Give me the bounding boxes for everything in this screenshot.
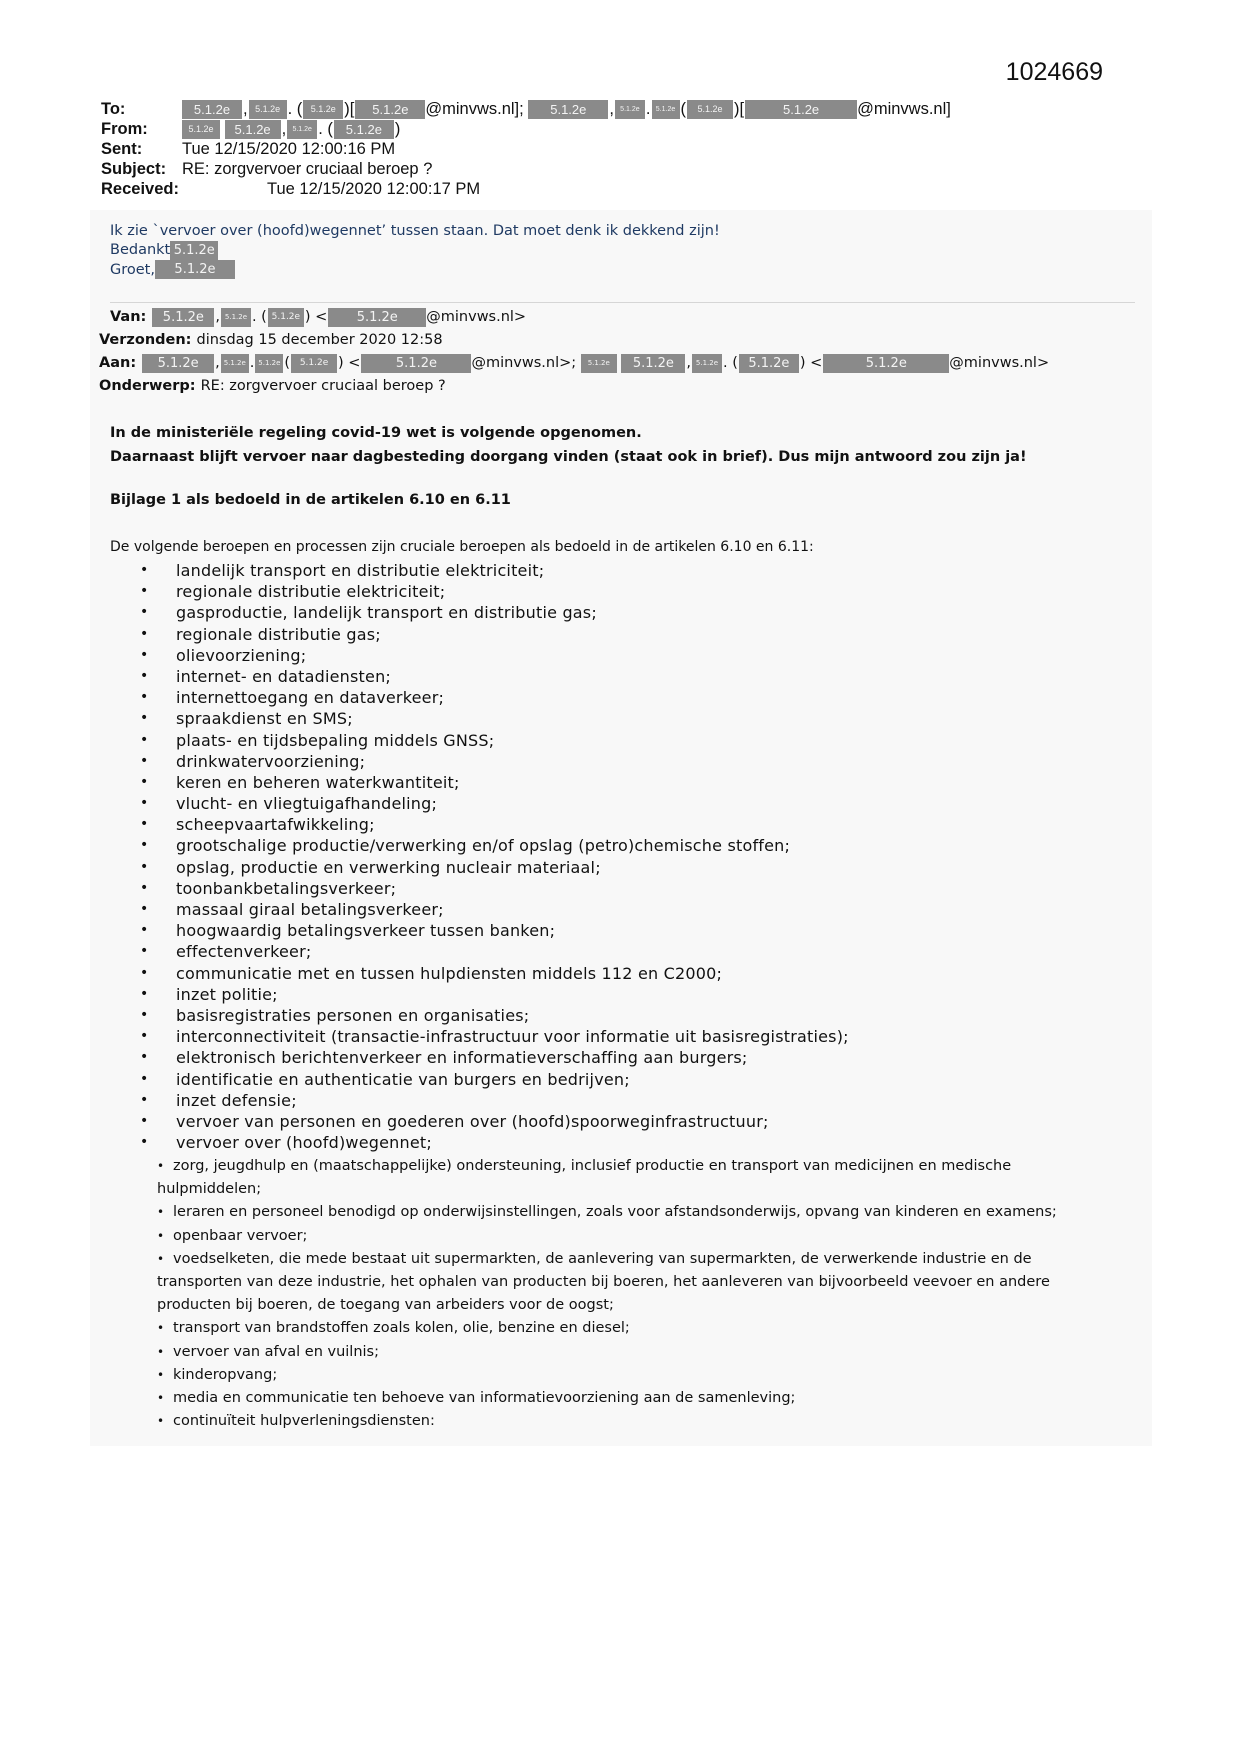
list-item xyxy=(140,814,849,835)
list-item xyxy=(140,920,849,941)
redaction: 5.1.2e xyxy=(249,100,287,119)
list-item-text: toonbankbetalingsverkeer; xyxy=(176,878,397,898)
bullet-icon: • xyxy=(157,1391,165,1406)
reply-thanks: Bedankt xyxy=(110,242,171,259)
onderwerp-row xyxy=(99,375,1159,398)
sent-value: Tue 12/15/2020 12:00:16 PM xyxy=(182,140,396,158)
list-item-text: grootschalige productie/verwerking en/of opslag (petro)chemische stoffen; xyxy=(176,836,791,856)
list-item-text: hoogwaardig betalingsverkeer tussen banken; xyxy=(176,921,556,941)
redaction: 5.1.2e xyxy=(739,354,799,373)
to-label: To: xyxy=(101,100,126,118)
list-item xyxy=(140,581,849,602)
email-header xyxy=(101,99,1161,199)
list-item-text: vervoer over (hoofd)wegennet; xyxy=(176,1133,432,1153)
bullet-icon: • xyxy=(140,1049,149,1066)
list-item xyxy=(140,984,849,1005)
reply-message xyxy=(110,221,720,280)
list-item xyxy=(140,1047,849,1068)
list-item-text: regionale distributie elektriciteit; xyxy=(176,582,446,602)
bullet-icon: • xyxy=(140,646,149,663)
reply-bye: Groet, xyxy=(110,261,155,278)
intro-line-2: Daarnaast blijft vervoer naar dagbesteding doorgang vinden (staat ook in brief). Dus mijn antwoord zou zijn ja! xyxy=(110,449,1027,465)
redaction: 5.1.2e xyxy=(152,308,214,327)
to-row: To: 5.1.2e , 5.1.2e . ( 5.1.2e )[ 5.1.2e @minvws.nl]; 5.1.2e , 5.1.2e . 5.1.2e ( 5.1.2e )[ 5.1.2e @minvws.nl] xyxy=(101,100,951,118)
bullet-icon: • xyxy=(140,837,149,854)
list-item-text: vervoer van personen en goederen over (hoofd)spoorweginfrastructuur; xyxy=(176,1111,769,1131)
list-item xyxy=(157,1155,1117,1201)
verzonden-value: dinsdag 15 december 2020 12:58 xyxy=(196,332,443,348)
redaction: 5.1.2e xyxy=(355,100,425,119)
onderwerp-value: RE: zorgvervoer cruciaal beroep ? xyxy=(200,378,446,394)
from-label: From: xyxy=(101,120,148,138)
list-item-text: vervoer van afval en vuilnis; xyxy=(173,1343,379,1360)
bullet-icon: • xyxy=(157,1205,165,1220)
list-item xyxy=(157,1364,1117,1387)
bullet-icon: • xyxy=(140,1091,149,1108)
van-label: Van: xyxy=(110,309,147,325)
bullet-icon: • xyxy=(140,562,149,578)
list-item xyxy=(140,687,849,708)
aan-row: Aan: 5.1.2e , 5.1.2e . 5.1.2e ( 5.1.2e ) < 5.1.2e @minvws.nl>; 5.1.2e 5.1.2e , 5.1.2e . ( 5.1.2e ) < 5.1.2e @minvws.nl> xyxy=(99,352,1159,375)
sent-label: Sent: xyxy=(101,140,143,158)
list-item-text: leraren en personeel benodigd op onderwijsinstellingen, zoals voor afstandsonderwijs, opvang van kinderen en examens; xyxy=(173,1204,1057,1221)
list-item-text: scheepvaartafwikkeling; xyxy=(176,815,375,835)
list-item xyxy=(140,857,849,878)
list-item xyxy=(157,1225,1117,1248)
bullet-icon: • xyxy=(157,1414,165,1429)
bullet-icon: • xyxy=(140,922,149,939)
aan-label: Aan: xyxy=(99,355,137,371)
bullet-icon: • xyxy=(140,943,149,960)
list-item-text: gasproductie, landelijk transport en distributie gas; xyxy=(176,603,597,623)
list-item xyxy=(140,730,849,751)
bullet-icon: • xyxy=(140,731,149,748)
subject-row xyxy=(101,159,1161,179)
list-item-text: spraakdienst en SMS; xyxy=(176,709,353,729)
list-item-text: internettoegang en dataverkeer; xyxy=(176,688,445,708)
bullet-icon: • xyxy=(157,1159,165,1173)
list-intro: De volgende beroepen en processen zijn cruciale beroepen als bedoeld in de artikelen 6.10 en 6.11: xyxy=(110,539,814,555)
redaction: 5.1.2e xyxy=(361,354,471,373)
divider xyxy=(110,302,1135,303)
van-row: Van: 5.1.2e , 5.1.2e . ( 5.1.2e ) < 5.1.2e @minvws.nl> xyxy=(99,306,1159,329)
list-item xyxy=(140,624,849,645)
redaction: 5.1.2e xyxy=(528,100,608,119)
list-item xyxy=(140,1069,849,1090)
list-item-text: internet- en datadiensten; xyxy=(176,666,391,686)
redaction: 5.1.2e xyxy=(692,354,722,373)
bullet-icon: • xyxy=(157,1344,165,1359)
list-item-text: inzet defensie; xyxy=(176,1090,297,1110)
bullet-icon: • xyxy=(140,689,149,706)
reply-bye-line xyxy=(110,260,720,280)
bullet-icon: • xyxy=(140,1134,149,1151)
cruciale-beroepen-list xyxy=(140,560,849,1153)
cruciale-processen-list xyxy=(157,1155,1117,1433)
received-label: Received: xyxy=(101,180,179,198)
redaction: 5.1.2e xyxy=(221,354,249,373)
list-item xyxy=(157,1248,1117,1318)
bullet-icon: • xyxy=(140,710,149,727)
bullet-icon: • xyxy=(157,1228,165,1243)
list-item-text: kinderopvang; xyxy=(173,1366,278,1383)
bullet-icon: • xyxy=(140,604,149,621)
verzonden-label: Verzonden: xyxy=(99,332,192,348)
sent-row xyxy=(101,139,1161,159)
bullet-icon: • xyxy=(140,773,149,790)
bullet-icon: • xyxy=(140,1112,149,1129)
list-item-text: media en communicatie ten behoeve van informatievoorziening aan de samenleving; xyxy=(173,1390,796,1407)
list-item-text: massaal giraal betalingsverkeer; xyxy=(176,900,444,919)
reply-line: Ik zie `vervoer over (hoofd)wegennet’ tussen staan. Dat moet denk ik dekkend zijn! xyxy=(110,222,720,239)
redaction: 5.1.2e xyxy=(225,120,281,139)
list-item-text: basisregistraties personen en organisaties; xyxy=(176,1005,530,1025)
bullet-icon: • xyxy=(140,1006,149,1023)
bullet-icon: • xyxy=(140,964,149,981)
list-item-text: interconnectiviteit (transactie-infrastructuur voor informatie uit basisregistraties); xyxy=(176,1027,849,1047)
received-value: Tue 12/15/2020 12:00:17 PM xyxy=(267,180,481,198)
redaction: 5.1.2e xyxy=(823,354,949,373)
list-item-text: continuïteit hulpverleningsdiensten: xyxy=(173,1413,435,1430)
list-item-text: vlucht- en vliegtuigafhandeling; xyxy=(176,794,438,814)
redaction: 5.1.2e xyxy=(170,241,218,260)
received-row xyxy=(101,179,1161,199)
list-item-text: olievoorziening; xyxy=(176,645,307,665)
subject-label: Subject: xyxy=(101,160,167,178)
bullet-icon: • xyxy=(140,795,149,812)
redaction: 5.1.2e xyxy=(687,100,733,119)
redaction: 5.1.2e xyxy=(303,100,343,119)
bullet-icon: • xyxy=(140,625,149,642)
list-item xyxy=(140,708,849,729)
list-item xyxy=(140,878,849,899)
aan-domain-1: @minvws.nl>; xyxy=(471,355,577,371)
list-item xyxy=(140,1090,849,1111)
list-item xyxy=(140,1026,849,1047)
list-item-text: inzet politie; xyxy=(176,984,278,1004)
list-item-text: voedselketen, die mede bestaat uit supermarkten, de aanlevering van supermarkten, de verwerkende industrie en de transporten van deze industrie, het ophalen van producten bij boeren, het aanleveren van bijvoorbeeld veevoer en andere producten bij boeren, de toegang van arbeiders voor de oogst; xyxy=(157,1250,1050,1314)
list-item xyxy=(140,560,849,581)
redaction: 5.1.2e xyxy=(255,354,283,373)
from-row: From: 5.1.2e 5.1.2e , 5.1.2e . ( 5.1.2e ) xyxy=(101,120,401,138)
bullet-icon: • xyxy=(140,667,149,684)
list-item xyxy=(140,602,849,623)
list-item-text: openbaar vervoer; xyxy=(173,1227,308,1244)
list-item xyxy=(157,1387,1117,1410)
list-item xyxy=(140,963,849,984)
list-item xyxy=(140,899,849,920)
list-item xyxy=(140,1005,849,1026)
aan-domain-2: @minvws.nl> xyxy=(949,355,1050,371)
list-item xyxy=(157,1201,1117,1224)
list-item xyxy=(140,793,849,814)
redaction: 5.1.2e xyxy=(334,120,394,139)
bullet-icon: • xyxy=(140,1070,149,1087)
list-item-text: effectenverkeer; xyxy=(176,942,312,962)
reply-thanks-line xyxy=(110,241,720,261)
list-item xyxy=(140,751,849,772)
bullet-icon: • xyxy=(140,816,149,833)
list-item xyxy=(140,772,849,793)
list-item-text: landelijk transport en distributie elektriciteit; xyxy=(176,561,545,580)
bullet-icon: • xyxy=(157,1367,165,1382)
list-item xyxy=(140,941,849,962)
redaction: 5.1.2e xyxy=(652,100,680,119)
redaction: 5.1.2e xyxy=(221,308,251,327)
redaction: 5.1.2e xyxy=(615,100,645,119)
onderwerp-label: Onderwerp: xyxy=(99,378,196,394)
document-number: 1024669 xyxy=(1005,58,1103,86)
intro-line-1: In de ministeriële regeling covid-19 wet is volgende opgenomen. xyxy=(110,425,642,441)
bullet-icon: • xyxy=(140,858,149,875)
list-item-text: identificatie en authenticatie van burgers en bedrijven; xyxy=(176,1069,630,1089)
list-item xyxy=(140,1132,849,1153)
redaction: 5.1.2e xyxy=(182,100,242,119)
redaction: 5.1.2e xyxy=(328,308,426,327)
list-item-text: keren en beheren waterkwantiteit; xyxy=(176,772,460,792)
list-item-text: elektronisch berichtenverkeer en informatieverschaffing aan burgers; xyxy=(176,1048,748,1068)
to-domain-1: @minvws.nl]; xyxy=(425,100,524,118)
list-item xyxy=(157,1410,1117,1433)
intro-paragraph xyxy=(110,421,1140,469)
redaction: 5.1.2e xyxy=(291,354,337,373)
bullet-icon: • xyxy=(140,583,149,600)
list-item-text: zorg, jeugdhulp en (maatschappelijke) ondersteuning, inclusief productie en transport van medicijnen en medische hulpmiddelen; xyxy=(157,1158,1012,1198)
list-item xyxy=(157,1341,1117,1364)
list-item xyxy=(140,666,849,687)
redaction: 5.1.2e xyxy=(745,100,857,119)
redaction: 5.1.2e xyxy=(182,120,220,139)
bullet-icon: • xyxy=(140,1028,149,1045)
redaction: 5.1.2e xyxy=(142,354,214,373)
redaction: 5.1.2e xyxy=(155,260,235,279)
bijlage-heading: Bijlage 1 als bedoeld in de artikelen 6.10 en 6.11 xyxy=(110,492,511,508)
list-item-text: communicatie met en tussen hulpdiensten middels 112 en C2000; xyxy=(176,963,723,983)
redaction: 5.1.2e xyxy=(287,120,317,139)
list-item xyxy=(140,1111,849,1132)
bullet-icon: • xyxy=(157,1321,165,1336)
list-item-text: regionale distributie gas; xyxy=(176,624,381,644)
verzonden-row xyxy=(99,329,1159,352)
list-item xyxy=(157,1317,1117,1340)
redaction: 5.1.2e xyxy=(581,354,617,373)
van-domain: @minvws.nl> xyxy=(426,309,527,325)
forwarded-header xyxy=(99,306,1159,398)
list-item xyxy=(140,835,849,856)
redaction: 5.1.2e xyxy=(268,308,304,327)
list-item-text: drinkwatervoorziening; xyxy=(176,751,366,771)
bullet-icon: • xyxy=(140,879,149,896)
bullet-icon: • xyxy=(157,1251,165,1266)
bullet-icon: • xyxy=(140,901,149,917)
bullet-icon: • xyxy=(140,752,149,769)
to-domain-2: @minvws.nl] xyxy=(857,100,951,118)
list-item-text: plaats- en tijdsbepaling middels GNSS; xyxy=(176,730,495,750)
list-item-text: opslag, productie en verwerking nucleair materiaal; xyxy=(176,857,601,877)
redaction: 5.1.2e xyxy=(621,354,685,373)
list-item-text: transport van brandstoffen zoals kolen, olie, benzine en diesel; xyxy=(173,1320,630,1337)
list-item xyxy=(140,645,849,666)
subject-value: RE: zorgvervoer cruciaal beroep ? xyxy=(182,160,433,178)
bullet-icon: • xyxy=(140,985,149,1002)
